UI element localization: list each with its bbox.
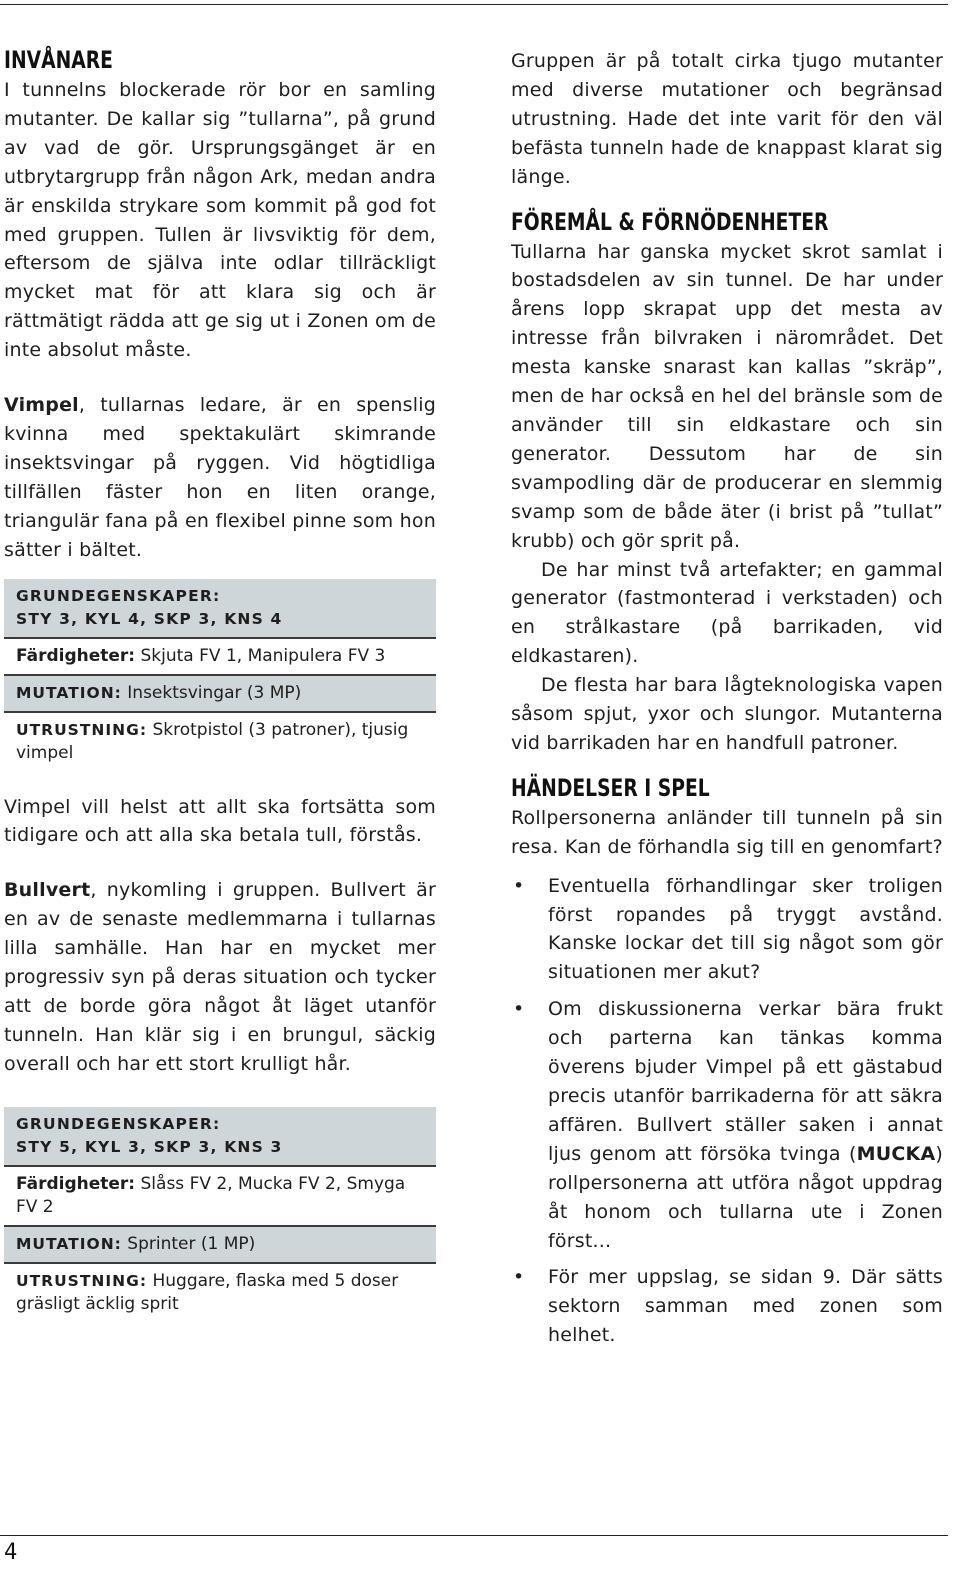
vimpel-gear [4,713,436,771]
gear-label: UTRUSTNING: [16,720,148,739]
group-paragraph: Gruppen är på totalt cirka tjugo mutanter med diverse mutationer och begränsad utrustning. Hade det inte varit för den väl befästa tunneln hade de knappast klarat sig länge. [511,50,943,188]
attributes-label: GRUNDEGENSKAPER: [16,586,221,605]
section-heading-invanare: INVÅNARE [4,46,113,74]
vimpel-name: Vimpel [4,394,79,417]
attributes-values: STY 5, KYL 3, SKP 3, KNS 3 [16,1137,283,1156]
page-number: 4 [4,1540,18,1565]
vimpel-description: , tullarnas ledare, är en spenslig kvinna med spektakulärt skimrande insektsvingar på ryggen. Vid högtidliga tillfällen fäster hon en liten orange, triangulär fana på en flexibel pinne som hon sätter i bältet. [4,394,436,561]
vimpel-skills [4,639,436,676]
top-rule [0,4,948,5]
right-column [511,47,943,1358]
section-heading-events: HÄNDELSER I SPEL [511,773,710,802]
attributes-label: GRUNDEGENSKAPER: [16,1114,221,1133]
bullvert-attributes [4,1107,436,1167]
skills-values: Slåss FV 2, Mucka FV 2, Smyga FV 2 [16,1173,406,1217]
items-paragraph-1: Tullarna har ganska mycket skrot samlat i bostadsdelen av sin tunnel. De har under årens lopp skrapat upp det mesta av intresse från bilvraken i närområdet. Det mesta kanske snarast kan kallas ”skräp”, men de har också en hel del bränsle som de använder till sin eldkastare och sin generator. Dessutom har de sin svampodling där de producerar en slemmig svamp som de både äter (i brist på ”tullat” krubb) och gör sprit på. [511,240,943,552]
gear-value: Skrotpistol (3 patroner), tjusig vimpel [16,719,409,763]
mutation-value: Sprinter (1 MP) [121,1233,256,1254]
mutation-label: MUTATION: [16,683,122,702]
vimpel-after-paragraph: Vimpel vill helst att allt ska fortsätta som tidigare och att alla ska betala tull, förstås. [4,795,436,847]
attributes-values: STY 3, KYL 4, SKP 3, KNS 4 [16,609,283,628]
bullet-icon: • [513,874,525,897]
bullvert-name: Bullvert [4,879,91,902]
bullvert-mutation [4,1227,436,1264]
gear-value: Huggare, flaska med 5 doser gräsligt äcklig sprit [16,1270,399,1314]
vimpel-mutation [4,676,436,713]
bullet-icon: • [513,998,525,1021]
mutation-value: Insektsvingar (3 MP) [121,682,302,703]
bottom-rule [0,1535,948,1536]
left-column [4,40,436,1344]
bullet-icon: • [513,1266,525,1289]
list-item: • För mer uppslag, se sidan 9. Där sätts sektorn samman med zonen som helhet. [511,1263,943,1350]
skills-values: Skjuta FV 1, Manipulera FV 3 [135,645,386,666]
mutation-label: MUTATION: [16,1234,122,1253]
bullvert-skills [4,1167,436,1227]
bullvert-statblock [4,1107,436,1322]
gear-label: UTRUSTNING: [16,1271,148,1290]
bullvert-description: , nykomling i gruppen. Bullvert är en av de senaste medlemmarna i tullarnas lilla samhälle. Han har en mycket mer progressiv syn på deras situation och tycker att de borde göra något åt läget utanför tunneln. Han klär sig i en brungul, säckig overall och har ett stort krulligt hår. [4,879,436,1075]
vimpel-paragraph [4,391,436,564]
bullvert-paragraph [4,876,436,1078]
skills-label: Färdigheter: [16,645,136,666]
events-bullet-list [511,872,943,1351]
list-item: • Om diskussionerna verkar bära frukt och parterna kan tänkas komma överens bjuder Vimpel på ett gästabud precis utanför barrikaderna för att säkra affären. Bullvert ställer saken i annat ljus genom att försöka tvinga (MUCKA) rollpersonerna att utföra något uppdrag åt honom och tullarna ute i Zonen först... [511,995,943,1255]
bullvert-gear [4,1264,436,1322]
vimpel-statblock [4,579,436,771]
items-paragraph-3: De flesta har bara lågteknologiska vapen såsom spjut, yxor och slungor. Mutanterna vid barrikaden har en handfull patroner. [511,674,943,754]
skills-label: Färdigheter: [16,1173,136,1194]
mucka-skill: MUCKA [856,1142,936,1165]
vimpel-attributes [4,579,436,639]
items-paragraph-2: De har minst två artefakter; en gammal generator (fastmonterad i verkstaden) och en strålkastare (på barrikaden, vid eldkastaren). [511,558,943,668]
intro-paragraph: I tunnelns blockerade rör bor en samling mutanter. De kallar sig ”tullarna”, på grund av vad de gör. Ursprungsgänget är en utbrytargrupp från någon Ark, medan andra är enskilda strykare som kommit på god fot med gruppen. Tullen är livsviktig för dem, eftersom de själva inte odlar tillräckligt mycket mat för att klara sig och är rättmätigt rädda att ge sig ut i Zonen om de inte absolut måste. [4,79,436,362]
list-item: • Eventuella förhandlingar sker troligen först ropandes på tryggt avstånd. Kanske lockar det till sig något som gör situationen mer akut? [511,872,943,988]
events-paragraph: Rollpersonerna anländer till tunneln på sin resa. Kan de förhandla sig till en genomfart? [511,806,943,858]
section-heading-items: FÖREMÅL & FÖRNÖDENHETER [511,207,829,236]
